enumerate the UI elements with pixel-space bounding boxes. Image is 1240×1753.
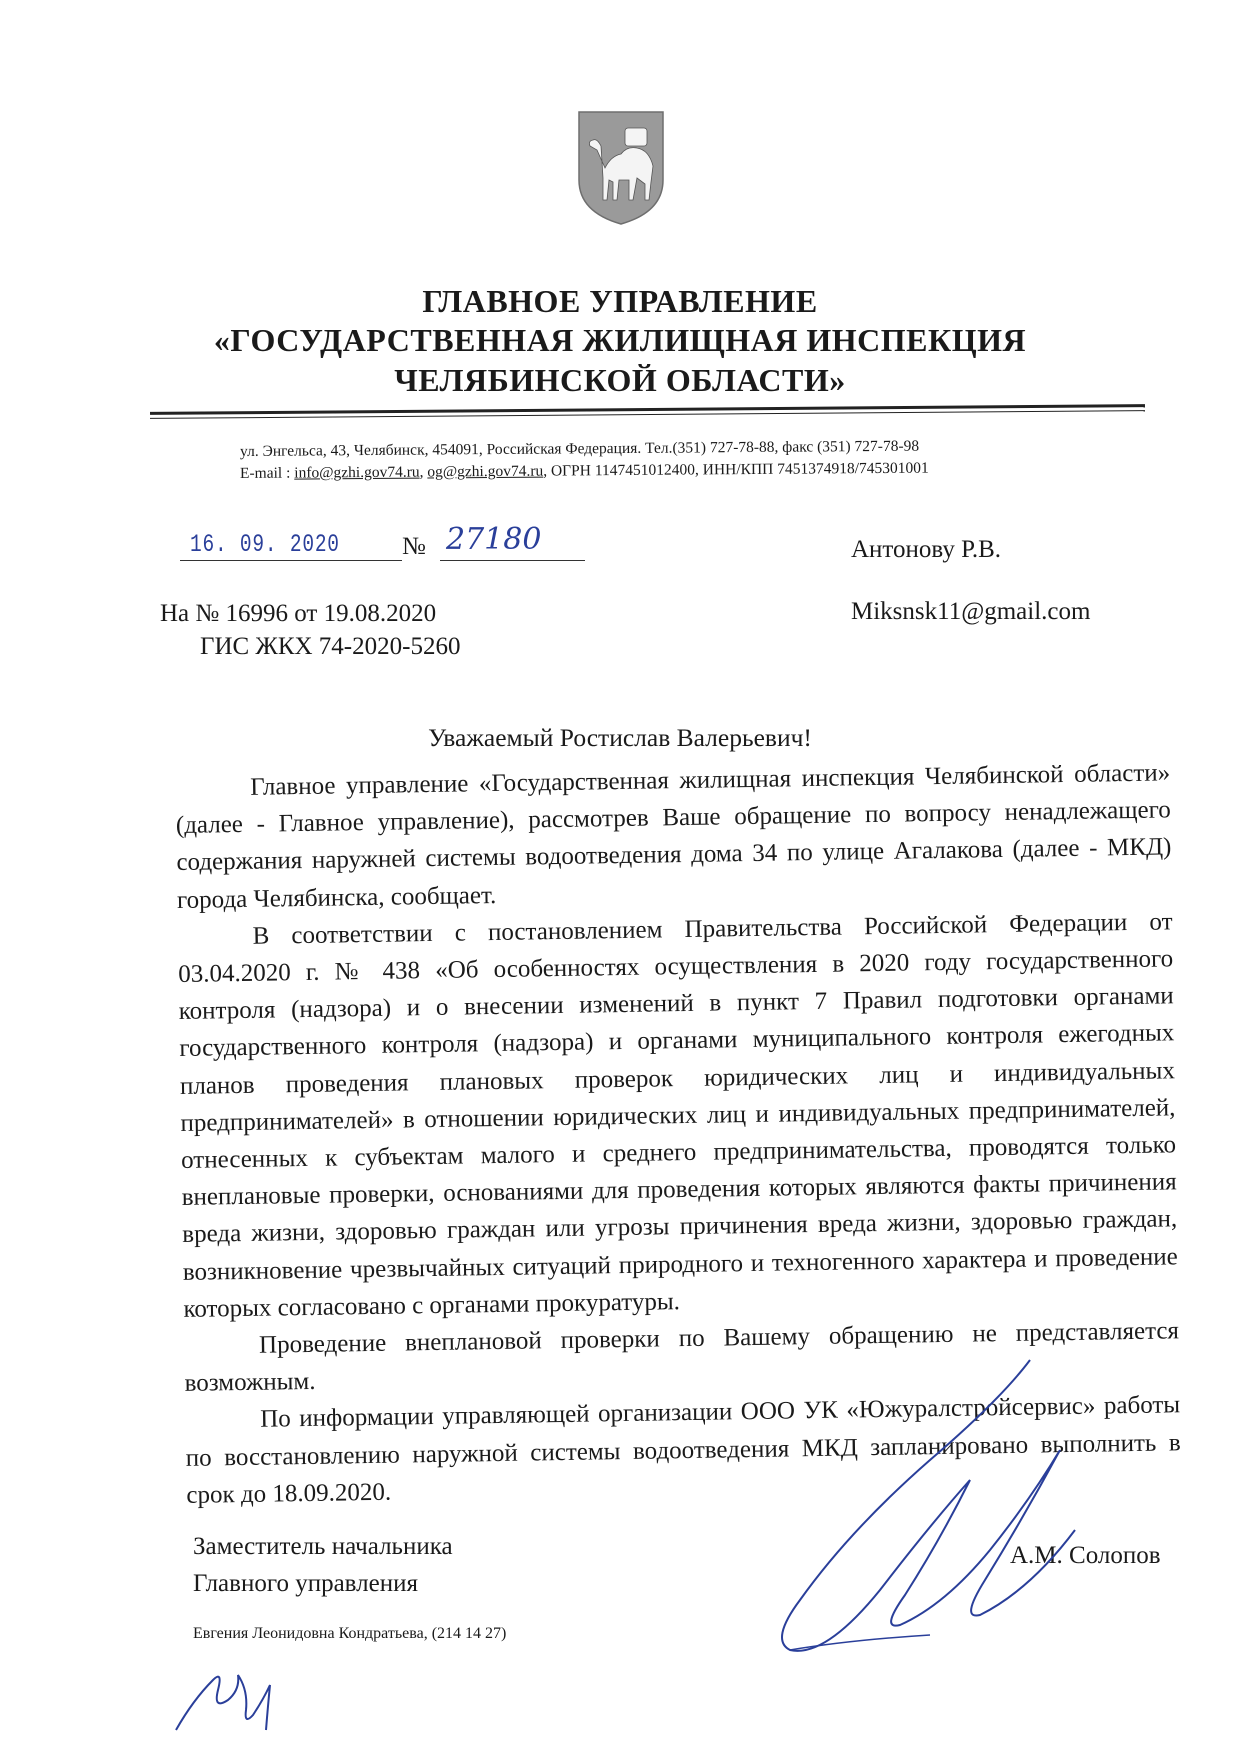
org-title-line-3: ЧЕЛЯБИНСКОЙ ОБЛАСТИ» — [394, 362, 846, 398]
email-separator: , — [419, 463, 428, 481]
contact-details — [240, 460, 929, 483]
position-line-1: Заместитель начальника — [193, 1533, 453, 1560]
body-paragraph-2: В соответствии с постановлением Правительства Российской Федерации от 03.04.2020 г. № 438 «Об особенностях осуществления в 2020 году государственного контроля (надзора) и о внесении изменений в пункт 7 Правил подготовки органами государственного контроля (надзора) и органами муниципального контроля ежегодных планов проведения плановых проверок юридических лиц и индивидуальных предпринимателей» в отношении юридических лиц и индивидуальных предпринимателей, отнесенных к субъектам малого и среднего предпринимательства, проводятся только внеплановые проверки, основаниями для проведения которых являются факты причинения вреда жизни, здоровью граждан или угрозы причинения вреда жизни, здоровью граждан, возникновение чрезвычайных ситуаций природного и техногенного характера и проведение которых согласовано с органами прокуратуры. — [178, 908, 1178, 1323]
signature-icon — [730, 1340, 1110, 1700]
org-title-line-1: ГЛАВНОЕ УПРАВЛЕНИЕ — [422, 283, 818, 319]
registration-number: 27180 — [446, 522, 542, 557]
position-line-2: Главного управления — [193, 1570, 418, 1597]
initials-signature-icon — [168, 1640, 288, 1740]
greeting: Уважаемый Ростислав Валерьевич! — [428, 723, 812, 752]
registration-date: 16. 09. 2020 — [190, 530, 340, 559]
registry-ids: , ОГРН 1147451012400, ИНН/КПП 7451374918/745301001 — [543, 459, 929, 480]
signatory-name: А.М. Солопов — [1010, 1542, 1161, 1569]
body-paragraph-1: Главное управление «Государственная жилищная инспекция Челябинской области» (далее - Главное управление), рассмотрев Ваше обращение по вопросу ненадлежащего содержания наружней системы водоотведения дома 34 по улице Агалакова (далее - МКД) города Челябинска, сообщает. — [175, 759, 1172, 914]
coat-of-arms-icon — [575, 108, 667, 228]
body-paragraph-3: Проведение внеплановой проверки по Вашему обращению не представляется возможным. — [184, 1317, 1180, 1398]
number-underline — [440, 560, 585, 561]
addressee-name: Антонову Р.В. — [851, 536, 1002, 563]
contact-address: ул. Энгельса, 43, Челябинск, 454091, Российская Федерация. Тел.(351) 727-78-88, факс (351) 727-78-98 — [239, 437, 920, 460]
org-title-line-2: «ГОСУДАРСТВЕННАЯ ЖИЛИЩНАЯ ИНСПЕКЦИЯ — [213, 322, 1027, 358]
email-link-og[interactable]: og@gzhi.gov74.ru — [427, 462, 544, 481]
date-underline — [180, 560, 402, 561]
email-label: E-mail : — [239, 464, 295, 482]
number-label: № — [402, 533, 426, 560]
addressee-email: Miksnsk11@gmail.com — [851, 598, 1091, 625]
reference-line-1: На № 16996 от 19.08.2020 — [160, 600, 437, 627]
body-paragraph-4: По информации управляющей организации ООО УК «Южуралстройсервис» работы по восстановлению наружной системы водоотведения МКД запланировано выполнить в срок до 18.09.2020. — [185, 1391, 1181, 1509]
signatory-position — [193, 1528, 453, 1602]
reference-line-2: ГИС ЖКХ 74-2020-5260 — [200, 633, 461, 660]
executor-info: Евгения Леонидовна Кондратьева, (214 14 27) — [193, 1625, 507, 1642]
email-link-info[interactable]: info@gzhi.gov74.ru — [294, 463, 420, 482]
